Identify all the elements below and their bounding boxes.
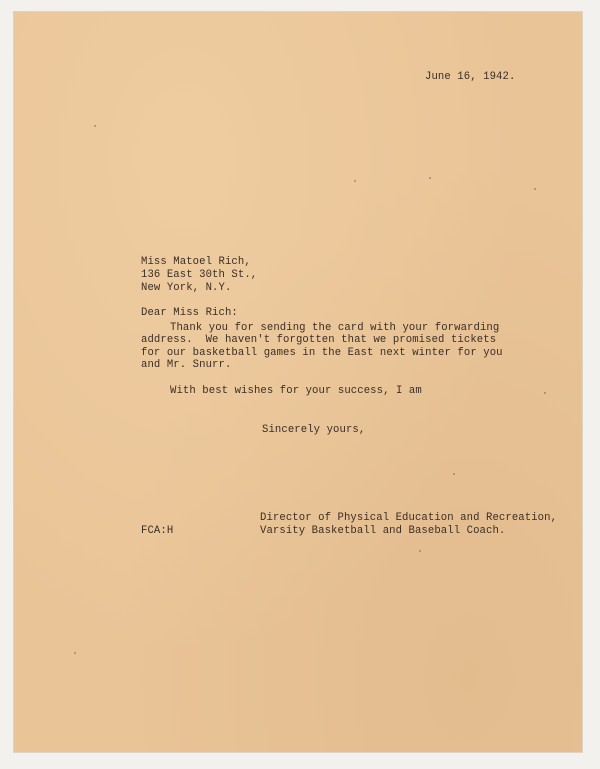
salutation: Dear Miss Rich:: [141, 307, 238, 319]
signature-title-2: Varsity Basketball and Baseball Coach.: [260, 525, 506, 537]
body-line-4: and Mr. Snurr.: [141, 359, 232, 371]
recipient-city: New York, N.Y.: [141, 282, 232, 294]
letter-date: June 16, 1942.: [425, 71, 516, 83]
letter-sheet: [14, 12, 582, 752]
paper-speck: [453, 473, 455, 475]
paper-speck: [94, 125, 96, 127]
best-wishes-line: With best wishes for your success, I am: [170, 385, 422, 397]
paper-speck: [419, 550, 421, 552]
paper-speck: [534, 188, 536, 190]
paper-speck: [429, 177, 431, 179]
body-line-2: address. We haven't forgotten that we promised tickets: [141, 334, 497, 346]
paper-speck: [354, 180, 356, 182]
recipient-street: 136 East 30th St.,: [141, 269, 258, 281]
body-line-1: Thank you for sending the card with your forwarding: [170, 322, 500, 334]
paper-speck: [74, 652, 76, 654]
body-line-3: for our basketball games in the East next winter for you: [141, 347, 503, 359]
reference-initials: FCA:H: [141, 525, 174, 537]
paper-speck: [544, 392, 546, 394]
closing: Sincerely yours,: [262, 424, 366, 436]
recipient-name: Miss Matoel Rich,: [141, 256, 251, 268]
signature-title-1: Director of Physical Education and Recreation,: [260, 512, 558, 524]
